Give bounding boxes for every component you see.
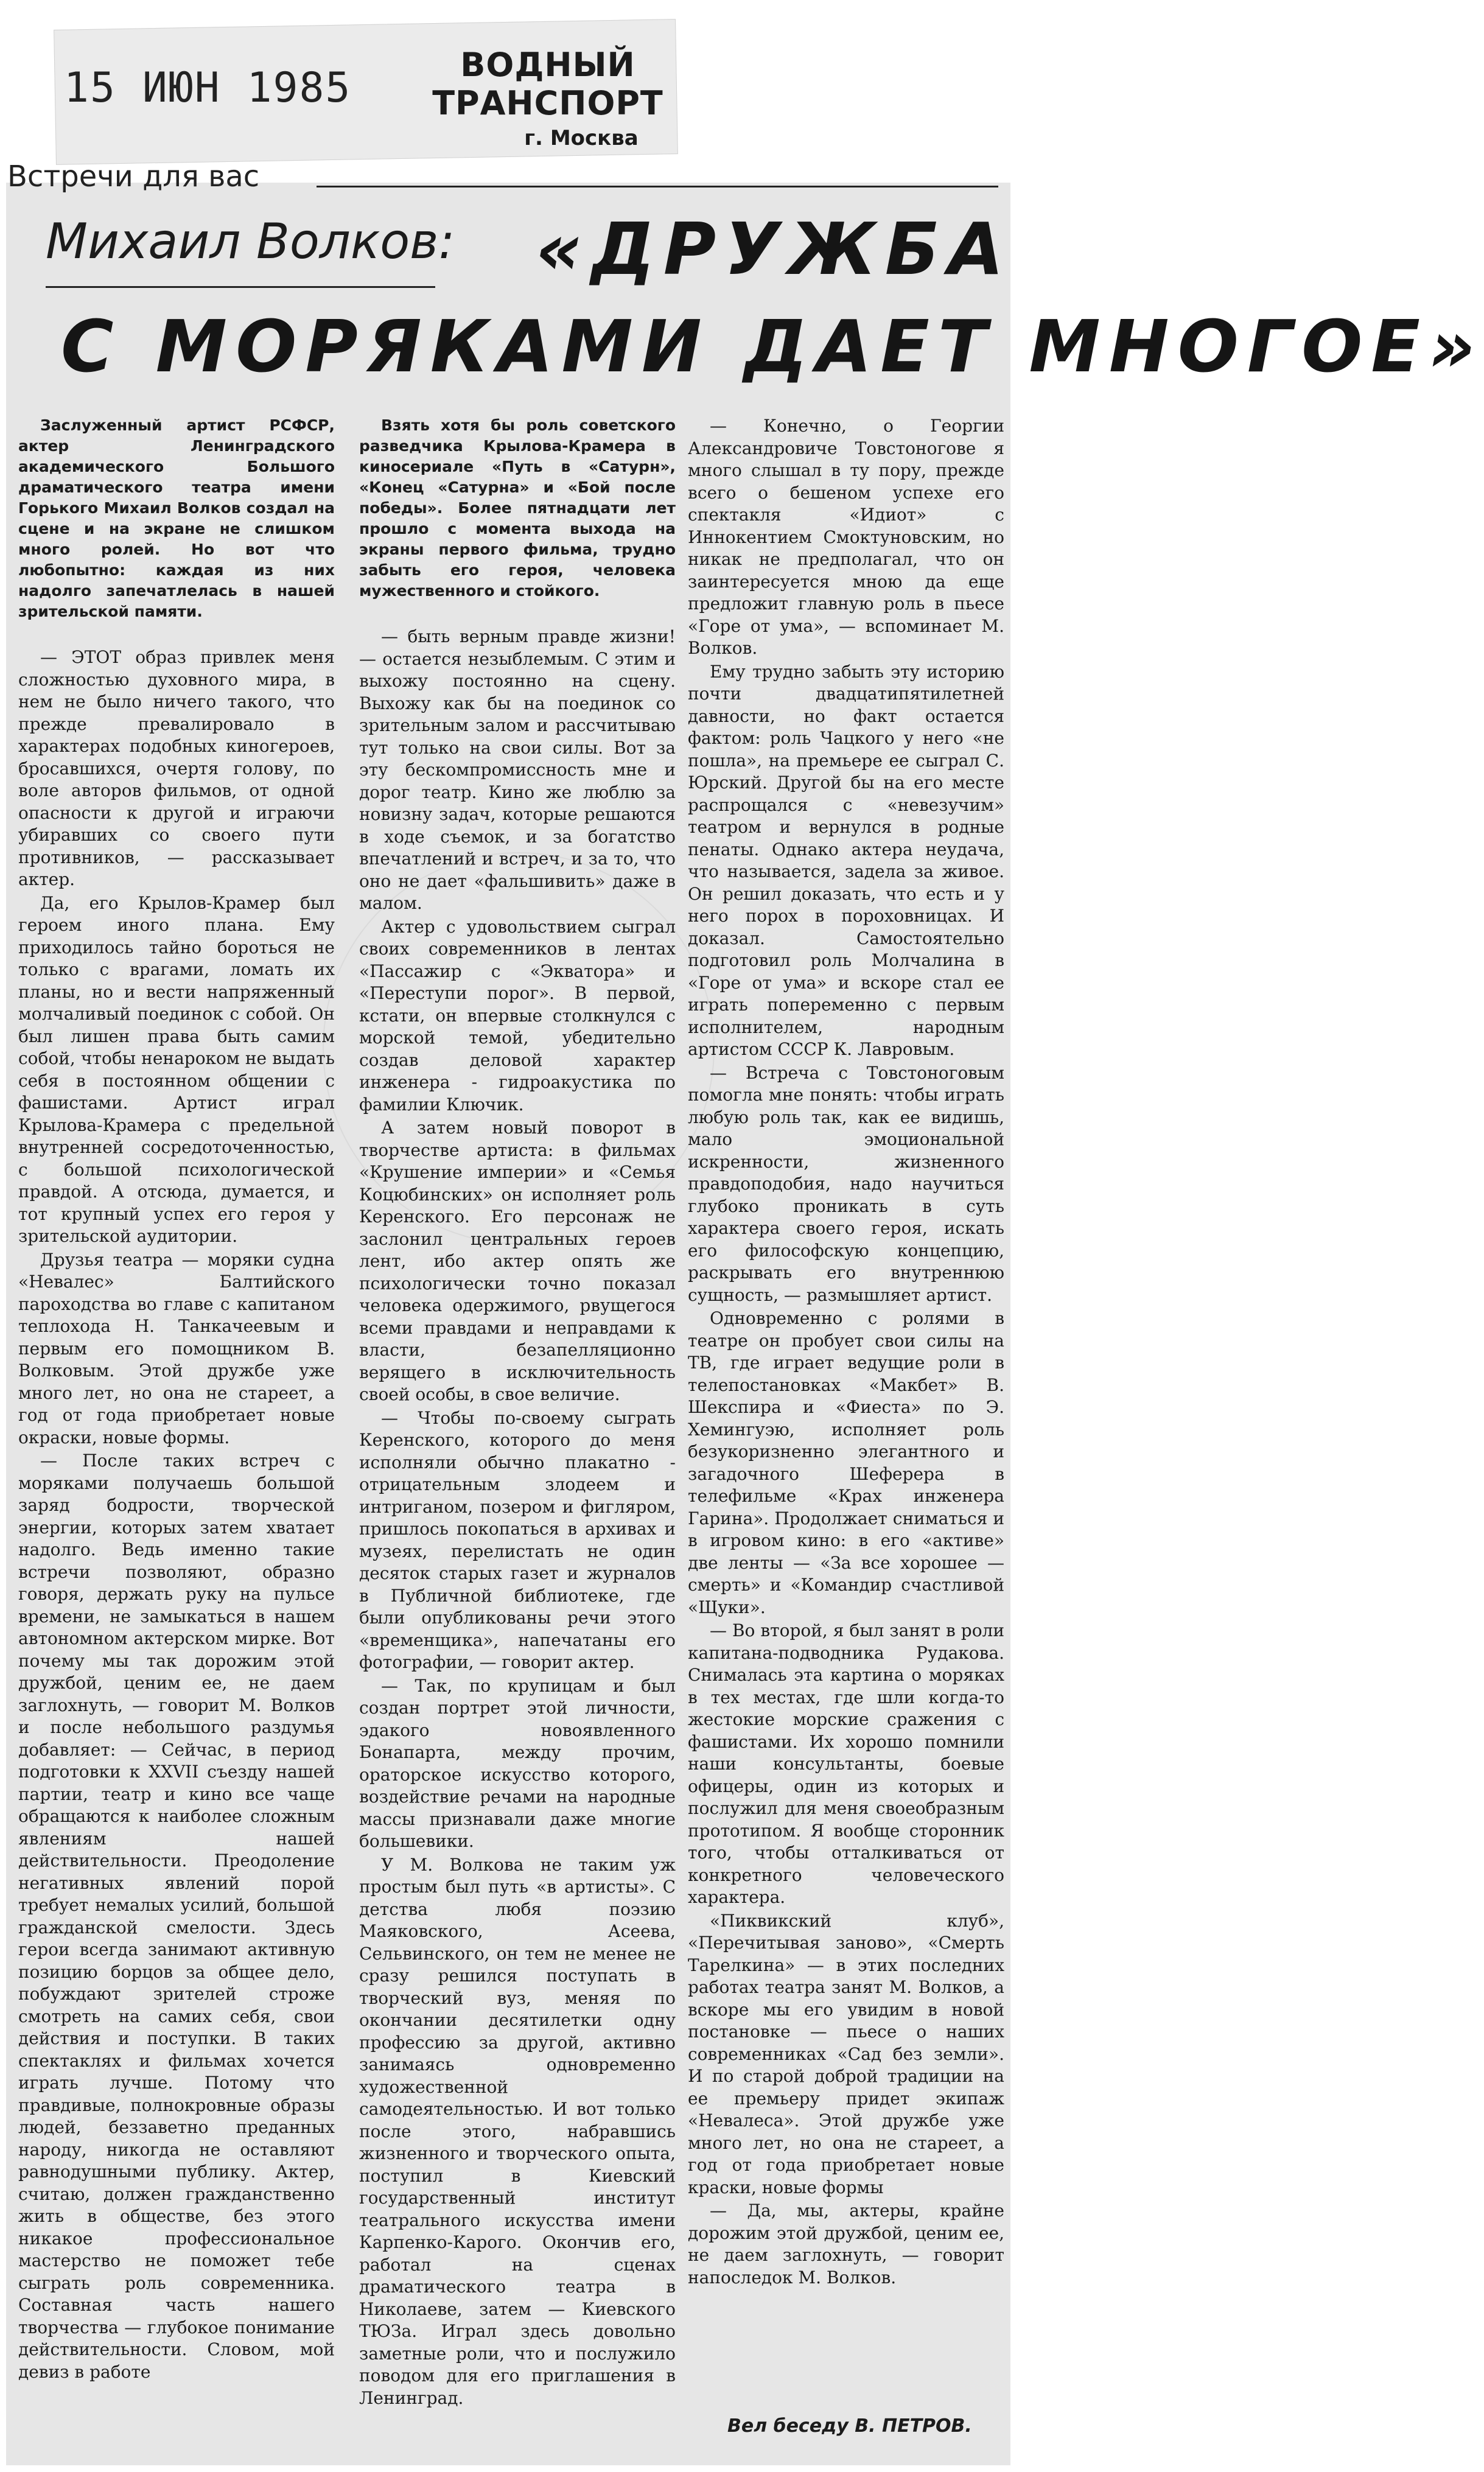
article-column-2 (359, 415, 676, 2409)
newspaper-name: ВОДНЫЙ ТРАНСПОРТ (432, 46, 663, 122)
body-paragraph: — быть верным правде жизни! — остается незыблемым. С этим и выхожу постоянно на сцену. Выхожу как бы на поединок со зрительным залом и рассчитываю тут только на свои силы. Вот за эту бескомпромиссность мне и дорог театр. Кино же люблю за новизну задач, которые решаются в ходе съемок, и за богатство впечатлений и встреч, и за то, что оно не дает «фальшивить» даже в малом. (359, 626, 676, 913)
lead-paragraph-2 (359, 415, 676, 601)
newspaper-masthead (414, 46, 682, 150)
rubric-rule (317, 186, 998, 187)
body-paragraph: — Конечно, о Георгии Александровиче Товстоногове я много слышал в ту пору, прежде всего о бешеном успехе его спектакля «Идиот» с Иннокентием Смоктуновским, но никак не предполагал, что он заинтересуется мною да еще предложит главную роль в пьесе «Горе от ума», — вспоминает М. Волков. (688, 416, 1004, 658)
body-paragraph: — ЭТОТ образ привлек меня сложностью духовного мира, в нем не было ничего такого, что прежде превалировало в характерах подобных киногероев, бросавшихся, очертя голову, по воле авторов фильмов, от одной опасности к другой и играючи убиравших со своего пути противников, — рассказывает актер. (18, 647, 335, 889)
body-paragraph: «Пиквикский клуб», «Перечитывая заново», «Смерть Тарелкина» — в этих последних работах театра занят М. Волков, а вскоре мы его увидим в новой постановке — пьесе о наших современниках «Сад без земли». И по старой доброй традиции на ее премьеру придет экипаж «Невалеса». Этой дружбе уже много лет, но она не стареет, а год от года приобретает новые краски, новые формы (688, 1910, 1004, 2197)
lead-paragraph-1 (18, 415, 335, 622)
body-paragraph: — Во второй, я был занят в роли капитана-подводника Рудакова. Снималась эта картина о моряках в тех местах, где шли когда-то жестокие морские сражения с фашистами. Их хорошо помнили наши консультанты, боевые офицеры, один из которых и послужил для меня своеобразным прототипом. Я вообще сторонник того, чтобы отталкиваться от конкретного человеческого характера. (688, 1620, 1004, 1907)
lead-text-1: Заслуженный артист РСФСР, актер Ленинградского академического Большого драматического театра имени Горького Михаил Волков создал на сцене и на экране не слишком много ролей. Но вот что любопытно: каждая из них надолго запечатлелась в нашей зрительской памяти. (18, 416, 335, 620)
body-paragraph: У М. Волкова не таким уж простым был путь «в артисты». С детства любя поэзию Маяковского, Асеева, Сельвинского, он тем не менее не сразу решился поступать в творческий вуз, меняя по окончании десятилетки одну профессию за другой, активно занимаясь одновременно художественной самодеятельностью. И вот только после этого, набравшись жизненного и творческого опыта, поступил в Киевский государственный институт театрального искусства имени Карпенко-Карого. Окончив его, работал на сценах драматического театра в Николаеве, затем — Киевского ТЮЗа. Играл здесь довольно заметные роли, что и послужило поводом для его приглашения в Ленинград. (359, 1854, 676, 2408)
article-column-1 (18, 415, 335, 2383)
body-paragraph: — Встреча с Товстоноговым помогла мне понять: чтобы играть любую роль так, как ее видишь, мало эмоциональной искренности, жизненного правдоподобия, надо научиться глубоко проникать в суть характера своего героя, искать его философскую концепцию, раскрывать его внутреннюю сущность, — размышляет артист. (688, 1062, 1004, 1305)
body-paragraph: Актер с удовольствием сыграл своих современников в лентах «Пассажир с «Экватора» и «Переступи порог». В первой, кстати, он впервые столкнулся с морской темой, убедительно создав деловой характер инженера - гидроакустика по фамилии Ключик. (359, 916, 676, 1115)
newspaper-city: г. Москва (524, 126, 639, 150)
body-paragraph: — Да, мы, актеры, крайне дорожим этой дружбой, ценим ее, не даем заглохнуть, — говорит напоследок М. Волков. (688, 2201, 1004, 2288)
headline-line-2: С МОРЯКАМИ ДАЕТ МНОГОЕ» (61, 304, 1484, 388)
headline-line-1: «ДРУЖБА (536, 207, 1012, 291)
body-paragraph: Одновременно с ролями в театре он пробует свои силы на ТВ, где играет ведущие роли в телепостановках «Макбет» В. Шекспира и «Фиеста» по Э. Хемингуэю, исполняет роль безукоризненно элегантного и загадочного Шеферера в телефильме «Крах инженера Гарина». Продолжает сниматься и в игровом кино: в его «активе» две ленты — «За все хорошее — смерть» и «Командир счастливой «Щуки». (688, 1308, 1004, 1617)
speaker-underline (46, 286, 435, 288)
body-paragraph: Ему трудно забыть эту историю почти двадцатипятилетней давности, но факт остается фактом: роль Чацкого у него «не пошла», на премьере ее сыграл С. Юрский. Другой бы на его месте распрощался с «невезучим» театром и вернулся в родные пенаты. Однако актера неудача, что называется, задела за живое. Он решил доказать, что есть и у него порох в пороховницах. И доказал. Самостоятельно подготовил роль Молчалина в «Горе от ума» и вскоре стал ее играть попеременно с первым исполнителем, народным артистом СССР К. Лавровым. (688, 661, 1004, 1059)
body-paragraph: — После таких встреч с моряками получаешь большой заряд бодрости, творческой энергии, которых затем хватает надолго. Ведь именно такие встречи позволяют, образно говоря, держать руку на пульсе времени, не замыкаться в нашем автономном актерском мирке. Вот почему мы так дорожим этой дружбой, ценим ее, не даем заглохнуть, — говорит М. Волков и после небольшого раздумья добавляет: — Сейчас, в период подготовки к XXVII съезду нашей партии, театр и кино все чаще обращаются к наиболее сложным явлениям нашей действительности. Преодоление негативных явлений порой требует немалых усилий, большой гражданской смелости. Здесь герои всегда занимают активную позицию борцов за общее дело, побуждают зрителей строже смотреть на самих себя, свои действия и поступки. В таких спектаклях и фильмах хочется играть лучше. Потому что правдивые, полнокровные образы людей, беззаветно преданных народу, никогда не оставляют равнодушными публику. Актер, считаю, должен гражданственно жить в обществе, без этого никакое профессиональное мастерство не поможет тебе сыграть роль современника. Составная часть нашего творчества — глубокое понимание действительности. Словом, мой девиз в работе (18, 1451, 335, 2382)
body-paragraph: — Чтобы по-своему сыграть Керенского, которого до меня исполняли обычно плакатно - отрицательным злодеем и интриганом, позером и фигляром, пришлось покопаться в архивах и музеях, перелистать не один десяток старых газет и журналов в Публичной библиотеке, где были опубликованы речи этого «временщика», напечатаны его фотографии, — говорит актер. (359, 1407, 676, 1672)
archive-date-stamp: 15 ИЮН 1985 (64, 64, 352, 112)
lead-text-2: Взять хотя бы роль советского разведчика Крылова-Крамера в киносериале «Путь в «Сатурн», «Конец «Сатурна» и «Бой после победы». Более пятнадцати лет прошло с момента выхода на экраны первого фильма, трудно забыть его героя, человека мужественного и стойкого. (359, 416, 676, 600)
body-paragraph: — Так, по крупицам и был создан портрет этой личности, эдакого новоявленного Бонапарта, между прочим, ораторское искусство которого, воздействие речами на народные массы признавали даже многие большевики. (359, 1675, 676, 1851)
article-column-3 (688, 415, 1004, 2289)
body-paragraph: А затем новый поворот в творчестве артиста: в фильмах «Крушение империи» и «Семья Коцюбинских» он исполняет роль Керенского. Его персонаж не заслонил центральных героев лент, ибо актер опять же психологически точно показал человека одержимого, рвущегося всеми правдами и неправдами к власти, безапелляционно верящего в исключительность своей особы, в свое величие. (359, 1118, 676, 1404)
rubric-label: Встречи для вас (7, 159, 260, 194)
author-signature: Вел беседу В. ПЕТРОВ. (727, 2415, 972, 2437)
speaker-name: Михаил Волков: (46, 213, 455, 270)
body-paragraph: Друзья театра — моряки судна «Невалес» Балтийского пароходства во главе с капитаном теплохода Н. Танкачеевым и первым его помощником В. Волковым. Этой дружбе уже много лет, но она не стареет, а год от года приобретает новые окраски, новые формы. (18, 1249, 335, 1448)
body-paragraph: Да, его Крылов-Крамер был героем иного плана. Ему приходилось тайно бороться не только с врагами, ломать их планы, но и вести напряженный молчаливый поединок с собой. Он был лишен права быть самим собой, чтобы ненароком не выдать себя в постоянном общении с фашистами. Артист играл Крылова-Крамера с предельной внутренней сосредоточенностью, с большой психологической правдой. А отсюда, думается, и тот крупный успех его героя у зрительской аудитории. (18, 892, 335, 1246)
